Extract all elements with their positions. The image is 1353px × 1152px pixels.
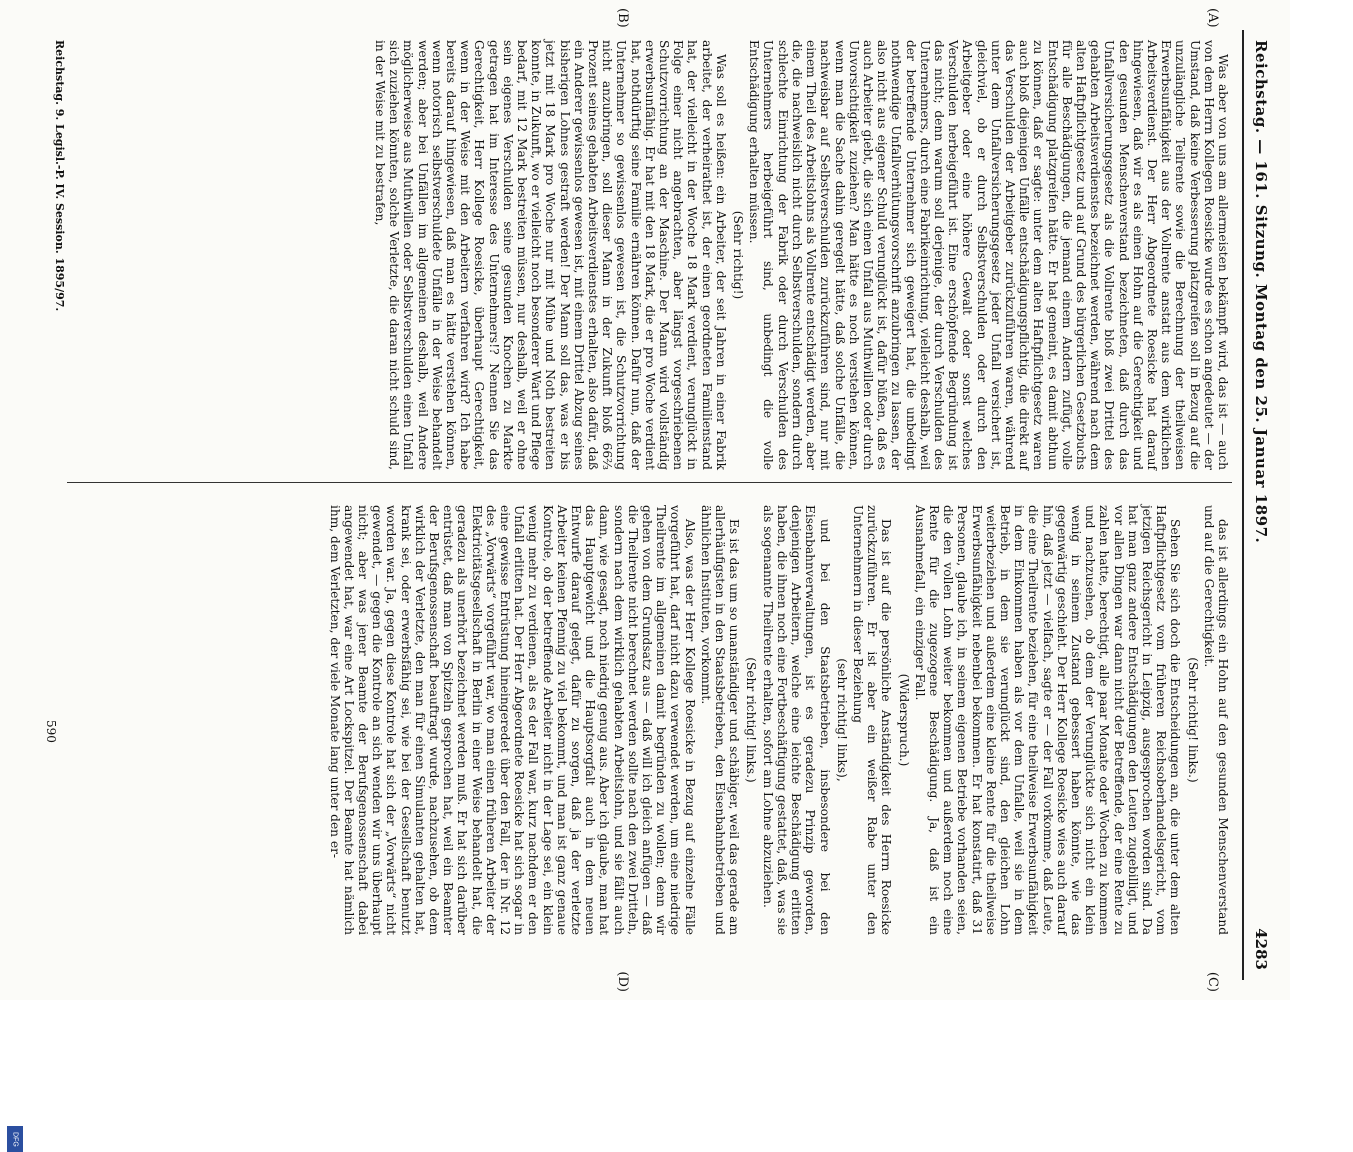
left-column [70,40,1230,470]
header-rule [1242,30,1244,980]
margin-mark-c: (C) [1205,971,1220,992]
column-divider [67,482,1232,483]
page-header [1244,40,1272,970]
paragraph: Was aber von uns am allermeisten bekämpft wird, das ist — auch von dem Herrn Kollegen Roesicke wurde es schon angedeutet — der Umstand, daß keine Verbesserung platzgreifen soll in Bezug auf die unzulängliche Teilrente sowie die Berechnung der theilweisen Erwerbsunfähigkeit aus der Vollrente anstatt aus dem wirklichen Arbeitsverdienst. Der Herr Abgeordnete Roesicke hat darauf hingewiesen, daß wir es als einen Hohn auf die Gerechtigkeit und den gesunden Menschenverstand bezeichneten, daß durch das Unfallversicherungsgesetz als die Vollrente bloß zwei Drittel des gehabten Arbeitsverdienstes bezeichnet werden, während nach dem alten Haftpflichtgesetz und auf Grund des bürgerlichen Gesetzbuchs für alle Beschädigungen, die jemand einem Andern zufügt, volle Entschädigung platzgreifen hätte. Er hat gemeint, es damit abthun zu können, daß er sagte: unter dem alten Haftpflichtgesetz waren auch bloß diejenigen Unfälle entschädigungspflichtig, die direkt auf das Verschulden der Arbeitgeber zurückzuführen waren, während unter dem Unfallversicherungsgesetz jeder Unfall versichert ist, gleichviel, ob er durch Selbstverschulden oder durch den Arbeitgeber oder eine höhere Gewalt oder sonst welches Verschulden herbeigeführt ist. Eine erschöpfende Begründung ist das nicht; denn warum soll derjenige, der durch Verschulden des Unternehmers, durch eine Fabrikeinrichtung, vielleicht deshalb, weil der betreffende Unternehmer sich geweigert hat, die unbedingt nothwendige Unfallverhütungsvorschrift anzubringen zu lassen, der also nicht aus eigener Schuld verunglückt ist, dafür büßen, daß es auch Arbeiter giebt, die sich einen Unfall aus Muthwillen oder durch Unvorsichtigkeit zuziehen? Man hätte es noch verstehen können, wenn man die Sache dahin geregelt hätte, daß solche Unfälle, die nachweisbar auf Selbstverschulden zurückzuführen sind, nur mit einem Theil des Arbeitslohns als Vollrente entschädigt werden, aber die, die nachweislich nicht durch Selbstverschulden, sondern durch schlechte Einrichtung der Fabrik oder durch Verschulden des Unternehmers herbeigeführt sind, unbedingt die volle Entschädigung erhalten müssen. [747,40,1230,470]
page-footer: Reichstag. 9. Legisl.-P. IV. Session. 1895/97. [53,40,66,312]
right-column [70,505,1230,935]
page-number: 4283 [1252,928,1270,970]
running-header: Reichstag. — 161. Sitzung. Montag den 25. Januar 1897. [1252,40,1270,544]
footer-page-number: 590 [44,720,58,743]
paragraph: Was soll es heißen: ein Arbeiter, der seit Jahren in einer Fabrik arbeitet, der verheirathet ist, der einen geordneten Familienstand hat, der vielleicht in der Woche 18 Mark verdient, verunglückt in Folge einer nicht angebrachten, aber längst vorgeschriebenen Schutzvorrichtung an der Maschine. Der Mann wird vollständig erwerbsunfähig. Er hat mit den 18 Mark, die er pro Woche verdient hat, nothdürftig seine Familie ernähren können. Dafür nun, daß der Unternehmer so gewissenlos gewesen ist, die Schutzvorrichtung nicht anzubringen, soll dieser Mann in der Zukunft bloß 66⅔ Prozent seines gehabten Arbeitsverdienstes erhalten, also dafür, daß ein Anderer gewissenlos gewesen ist, mit einem Drittel Abzug seines bisherigen Lohnes gestraft werden! Der Mann soll das, was er bis jetzt mit 18 Mark pro Woche nur mit Mühe und Noth bestreiten konnte, in Zukunft, wo er vielleicht noch besonderer Wart und Pflege bedarf, mit 12 Mark bestreiten müssen, nur deshalb, weil er ohne sein eigenes Verschulden seine gesunden Knochen zu Markte getragen hat im Interesse des Unternehmers!? Nennen Sie das Gerechtigkeit, Herr Kollege Roesicke, überhaupt Gerechtigkeit, wenn in der Weise mit den Arbeitern verfahren wird? Ich habe bereits darauf hingewiesen, daß man es hätte verstehen können, wenn notorisch selbstverschuldete Unfälle in der Weise behandelt werden; aber bei Unfällen im allgemeinen deshalb, weil Andere möglicherweise aus Muthwillen oder Selbstverschulden einen Unfall sich zuziehen könnten, solche Verletzte, die daran nicht schuld sind, in der Weise mit zu bestrafen, [373,40,728,470]
interjection: (Sehr richtig! links.) [1185,657,1200,783]
dfg-logo: DFG [7,1126,23,1152]
paragraph: Es ist das um so unanständiger und schäbiger, weil das gerade am allerhäufigsten in den Staatsbetrieben, den Eisenbahnbetrieben und ähnlichen Instituten, vorkommt. [698,505,742,935]
paragraph: Das ist auf die persönliche Anständigkeit des Herrn Roesicke zurückzuführen. Er ist aber ein weißer Rabe unter den Unternehmern in dieser Beziehung [850,505,894,935]
paragraph: Also, was der Herr Kollege Roesicke in Bezug auf einzelne Fälle vorgeführt hat, darf nicht dazu verwendet werden, um eine niedrige Theilrente im allgemeinen damit begründen zu wollen; denn wir gehen von dem Grundsatz aus — daß will ich gleich anfügen — daß die Theilrente nicht berechnet werden sollte nach den zwei Dritteln, sondern nach dem wirklich gehabten Arbeitslohn, und sie fällt auch dann, wie gesagt, noch niedrig genug aus. Aber ich glaube, man hat das Hauptgewicht und die Hauptsorgfalt auch in dem neuen Entwurfe darauf gelegt, dafür zu sorgen, daß ja der verletzte Arbeiter keinen Pfennig zu viel bekommt, und man ist ganz genaue Kontrole, ob der betreffende Arbeiter nicht in der Lage sei, ein klein wenig mehr zu verdienen, als es der Fall war, kurz nachdem er den Unfall erlitten hat. Der Herr Abgeordnete Roesicke hat sich sogar in eine gewisse Entrüstung hineingeredet über den Fall, der in Nr. 12 des „Vorwärts“ vorgeführt war, wo man einen früheren Arbeiter der Elektricitätsgesellschaft in Berlin in einer Weise behandelt hat, die geradezu als unerhört bezeichnet werden muß. Er hat sich darüber entrüstet, daß man von Spitzeln gesprochen hat, weil ein Beamter der Berufsgenossenschaft beauftragt wurde, nachzusehen, ob dem wirklich der Verletzte, den man für einen Simulanten gehalten hat, krank sei, oder erwerbsfähig sei, wie bei der Gesellschaft benutzt worden war. Ja, gegen diese Kontrole hat sich der „Vorwärts“ nicht gewendet, — gegen die Kontrole an sich wenden wir uns überhaupt nicht; aber was jener Beamte der Berufsgenossenschaft dabei angewendet hat, war eine Art Lockspitzel. Der Beamte hat nämlich ihm, dem Verletzten, der viele Monate lang unter den er- [327,505,697,935]
interjection: (sehr richtig! links), [834,658,849,782]
interjection: (Sehr richtig! links.) [744,657,759,783]
interjection: (Widerspruch.) [896,673,911,767]
margin-mark-a: (A) [1205,8,1220,28]
paragraph: das ist allerdings ein Hohn auf den gesunden Menschenverstand und auf die Gerechtigkeit. [1201,505,1230,935]
margin-mark-b: (B) [615,8,630,28]
paragraph: und bei den Staatsbetrieben, insbesondere bei den Eisenbahnverwaltungen, ist es geradezu Prinzip geworden, denjenigen Arbeitern, welche eine leichte Beschädigung erlitten haben, die ihnen noch eine Fortbeschäftigung gestattet, daß, was sie als sogenannte Theilrente erhalten, sofort am Lohne abzuziehen. [760,505,832,935]
interjection: (Sehr richtig!) [731,210,746,300]
margin-mark-d: (D) [615,971,630,992]
paragraph: Sehen Sie sich doch die Entscheidungen an, die unter dem alten Haftpflichtgesetz vom früheren Reichsoberhandelsgericht, vom jetzigen Reichsgericht in Leipzig, ausgesprochen worden sind. Da hat man ganz andere Entschädigungen den Leuten zugebilligt, und vor allen Dingen war dann nicht der Betreffende, der eine Rente zu zahlen hatte, berechtigt, alle paar Monate oder Wochen zu kommen und nachzusehen, ob dem der Verunglückte sich nicht ein klein wenig in seinem Zustand gebessert haben könnte, wie das gegenwärtig geschieht. Der Herr Kollege Roesicke wies auch darauf hin, daß jetzt — vielfach, sagte er — der Fall vorkomme, daß Leute, die eine Theilrente beziehen, für eine theilweise Erwerbsunfähigkeit in dem Einkommen haben als vor dem Unfalle, weil sie in dem Betrieb, in dem sie verunglückt sind, den gleichen Lohn weiterbeziehen und außerdem eine kleine Rente für die theilweise Erwerbsunfähigkeit nebenbei bekommen. Er hat konstatirt, daß 31 Personen, glaube ich, in seinem eigenen Betriebe vorhanden seien, die den vollen Lohn weiter bekommen und außerdem noch eine Rente für die zugezogene Beschädigung. Ja, daß ist ein Ausnahmefall, ein einziger Fall. [912,505,1183,935]
